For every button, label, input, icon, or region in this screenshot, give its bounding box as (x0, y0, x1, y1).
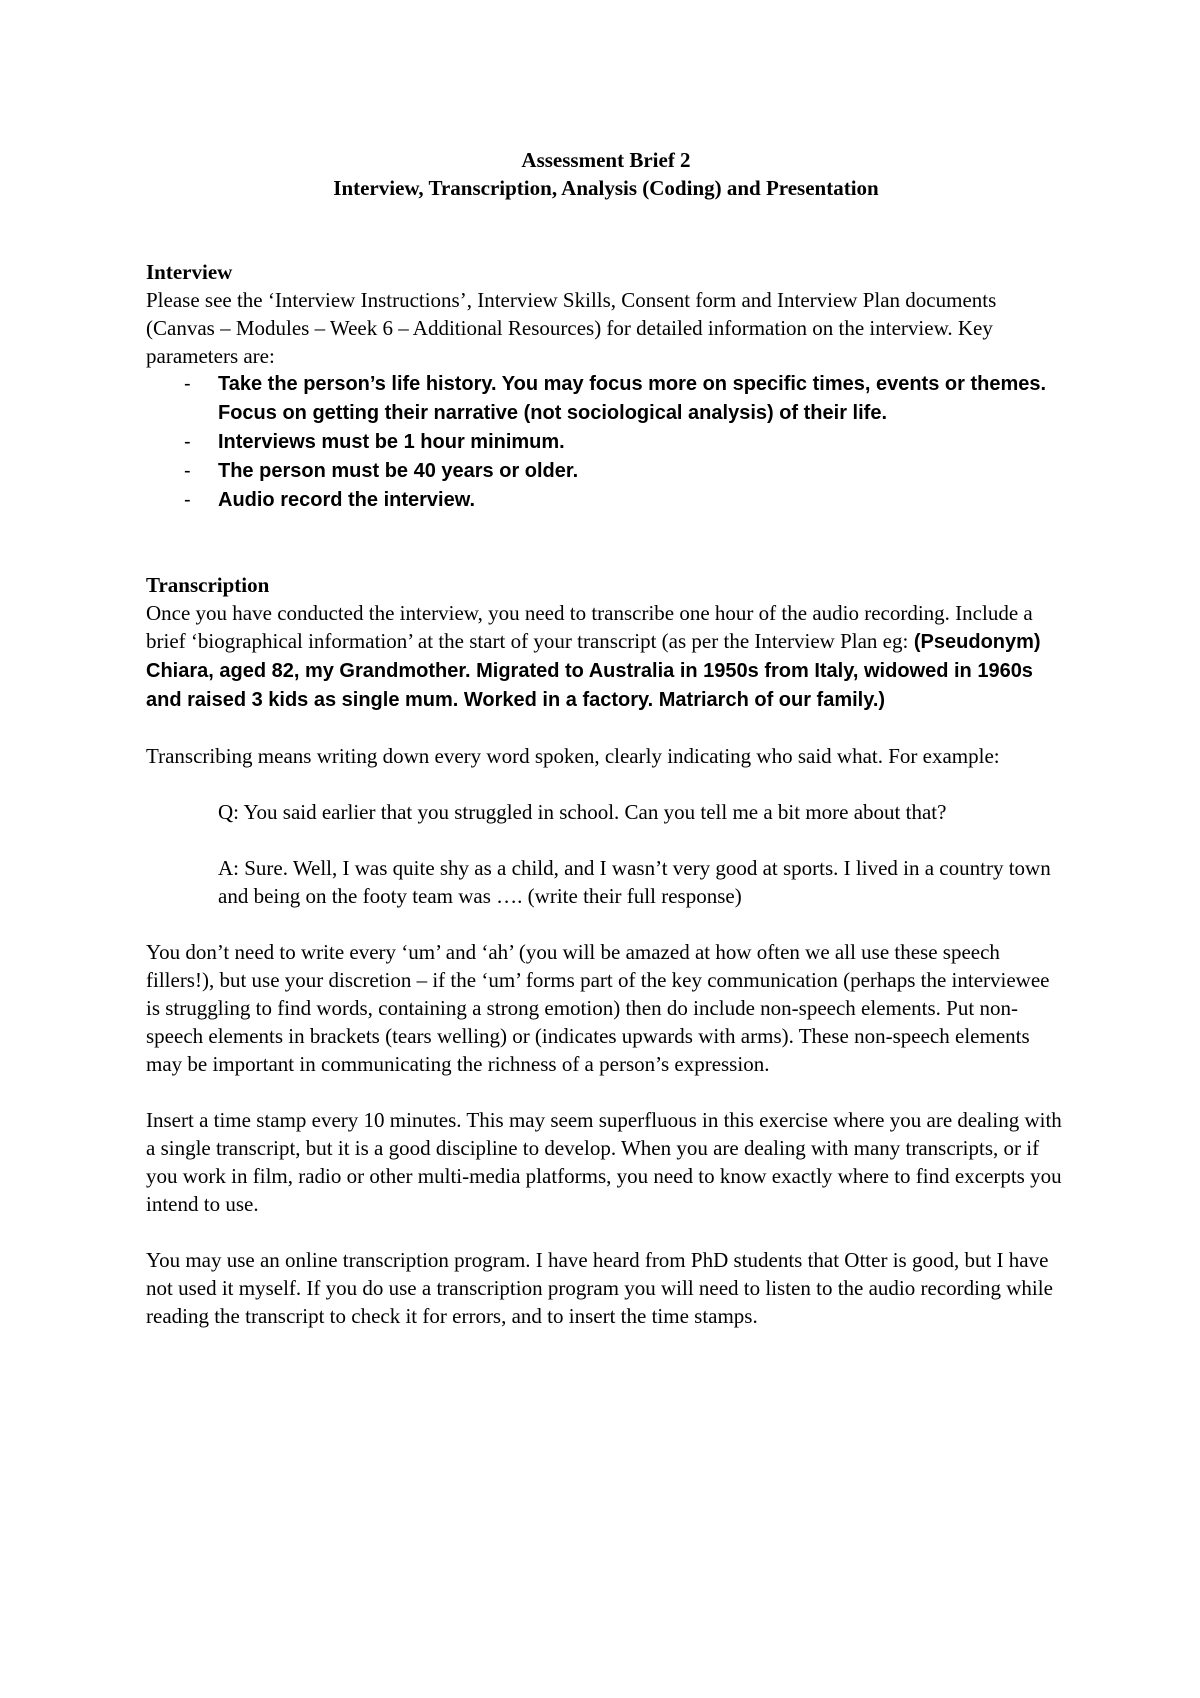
transcription-paragraph-5: You may use an online transcription program. I have heard from PhD students that Otter is good, but I have not used it myself. If you do use a transcription program you will need to listen to the audio recording while reading the transcript to check it for errors, and to insert the time stamps. (146, 1248, 1053, 1328)
list-item-text: Interviews must be 1 hour minimum. (218, 431, 565, 453)
document-body (146, 146, 1066, 1330)
transcription-paragraph-3: You don’t need to write every ‘um’ and ‘ah’ (you will be amazed at how often we all use these speech fillers!), but use your discretion – if the ‘um’ forms part of the key communication (perhaps the interviewee is struggling to find words, containing a strong emotion) then do include non-speech elements. Put non-speech elements in brackets (tears welling) or (indicates upwards with arms). These non-speech elements may be important in communicating the richness of a person’s expression. (146, 940, 1050, 1076)
list-item-text: Take the person’s life history. You may focus more on specific times, events or themes. Focus on getting their narrative (not sociological analysis) of their life. (218, 373, 1047, 424)
document-title: Assessment Brief 2 (521, 148, 691, 172)
dash-marker: - (184, 460, 191, 482)
transcription-paragraph-2: Transcribing means writing down every word spoken, clearly indicating who said what. For example: (146, 744, 1000, 768)
paragraph-lead-text: Once you have conducted the interview, you need to transcribe one hour of the audio recording. Include a brief ‘biographical information’ at the start of your transcript (as per the Interview Plan eg: (146, 601, 1033, 653)
list-item-text: The person must be 40 years or older. (218, 460, 579, 482)
list-item (146, 457, 1066, 486)
biographical-example: (Pseudonym) Chiara, aged 82, my Grandmother. Migrated to Australia in 1950s from Italy, widowed in 1960s and raised 3 kids as single mum. Worked in a factory. Matriarch of our family.) (146, 631, 1041, 711)
dash-marker: - (184, 431, 191, 453)
transcription-heading: Transcription (146, 573, 270, 597)
list-item (146, 486, 1066, 515)
example-question: Q: You said earlier that you struggled in school. Can you tell me a bit more about that? (218, 800, 947, 824)
interview-intro: Please see the ‘Interview Instructions’, Interview Skills, Consent form and Interview Plan documents (Canvas – Modules – Week 6 – Additional Resources) for detailed information on the interview. Key parameters are: (146, 288, 997, 368)
list-item (146, 428, 1066, 457)
interview-section (146, 258, 1066, 515)
interview-heading: Interview (146, 260, 233, 284)
dash-marker: - (184, 373, 191, 395)
title-block (146, 146, 1066, 202)
transcription-paragraph-1 (146, 599, 1066, 714)
list-item (146, 370, 1066, 428)
example-answer: A: Sure. Well, I was quite shy as a child, and I wasn’t very good at sports. I lived in a country town and being on the footy team was …. (write their full response) (218, 856, 1051, 908)
transcription-section (146, 571, 1066, 1330)
document-subtitle: Interview, Transcription, Analysis (Coding) and Presentation (333, 176, 879, 200)
transcription-paragraph-4: Insert a time stamp every 10 minutes. This may seem superfluous in this exercise where you are dealing with a single transcript, but it is a good discipline to develop. When you are dealing with many transcripts, or if you work in film, radio or other multi-media platforms, you need to know exactly where to find excerpts you intend to use. (146, 1108, 1062, 1216)
dash-marker: - (184, 489, 191, 511)
list-item-text: Audio record the interview. (218, 489, 476, 511)
key-parameters-list (146, 370, 1066, 515)
